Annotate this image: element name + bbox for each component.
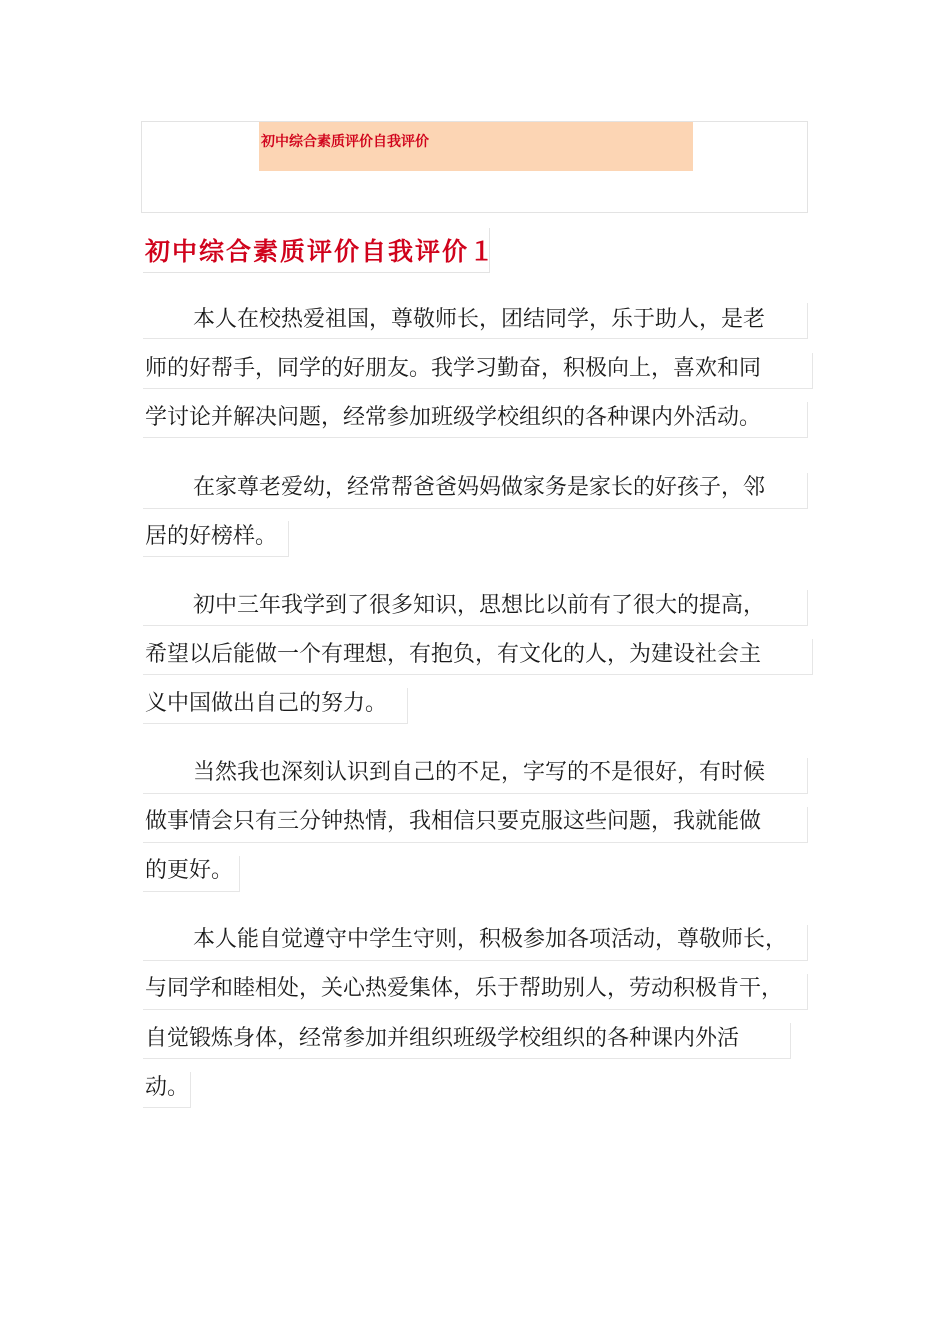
- paragraph-5-line-3: 自觉锻炼身体，经常参加并组织班级学校组织的各种课内外活: [145, 1026, 740, 1051]
- paragraph-3-line-2: 希望以后能做一个有理想，有抱负，有文化的人，为建设社会主: [145, 642, 762, 667]
- paragraph-2-line-1: 在家尊老爱幼，经常帮爸爸妈妈做家务是家长的好孩子，邻: [193, 475, 766, 500]
- paragraph-4-line-3: 的更好。: [145, 858, 234, 883]
- paragraph-3-line-1: 初中三年我学到了很多知识，思想比以前有了很大的提高，: [193, 593, 766, 618]
- paragraph-1-line-2: 师的好帮手，同学的好朋友。我学习勤奋，积极向上，喜欢和同: [145, 356, 762, 381]
- header-box: [141, 121, 808, 213]
- paragraph-5-line-2: 与同学和睦相处，关心热爱集体，乐于帮助别人，劳动积极肯干，: [145, 976, 784, 1001]
- paragraph-4-line-1: 当然我也深刻认识到自己的不足，字写的不是很好，有时候: [193, 760, 766, 785]
- paragraph-1-line-3: 学讨论并解决问题，经常参加班级学校组织的各种课内外活动。: [145, 405, 762, 430]
- header-banner-title: 初中综合素质评价自我评价: [261, 134, 429, 150]
- document-title: 初中综合素质评价自我评价１: [145, 237, 497, 266]
- paragraph-4-line-2: 做事情会只有三分钟热情，我相信只要克服这些问题，我就能做: [145, 809, 762, 834]
- paragraph-5-line-4: 动。: [145, 1075, 190, 1100]
- paragraph-1-line-1: 本人在校热爱祖国，尊敬师长，团结同学，乐于助人，是老: [193, 307, 766, 332]
- paragraph-5-line-1: 本人能自觉遵守中学生守则，积极参加各项活动，尊敬师长，: [193, 927, 788, 952]
- header-banner: [259, 122, 693, 171]
- paragraph-3-line-3: 义中国做出自己的努力。: [145, 691, 388, 716]
- paragraph-2-line-2: 居的好榜样。: [145, 524, 278, 549]
